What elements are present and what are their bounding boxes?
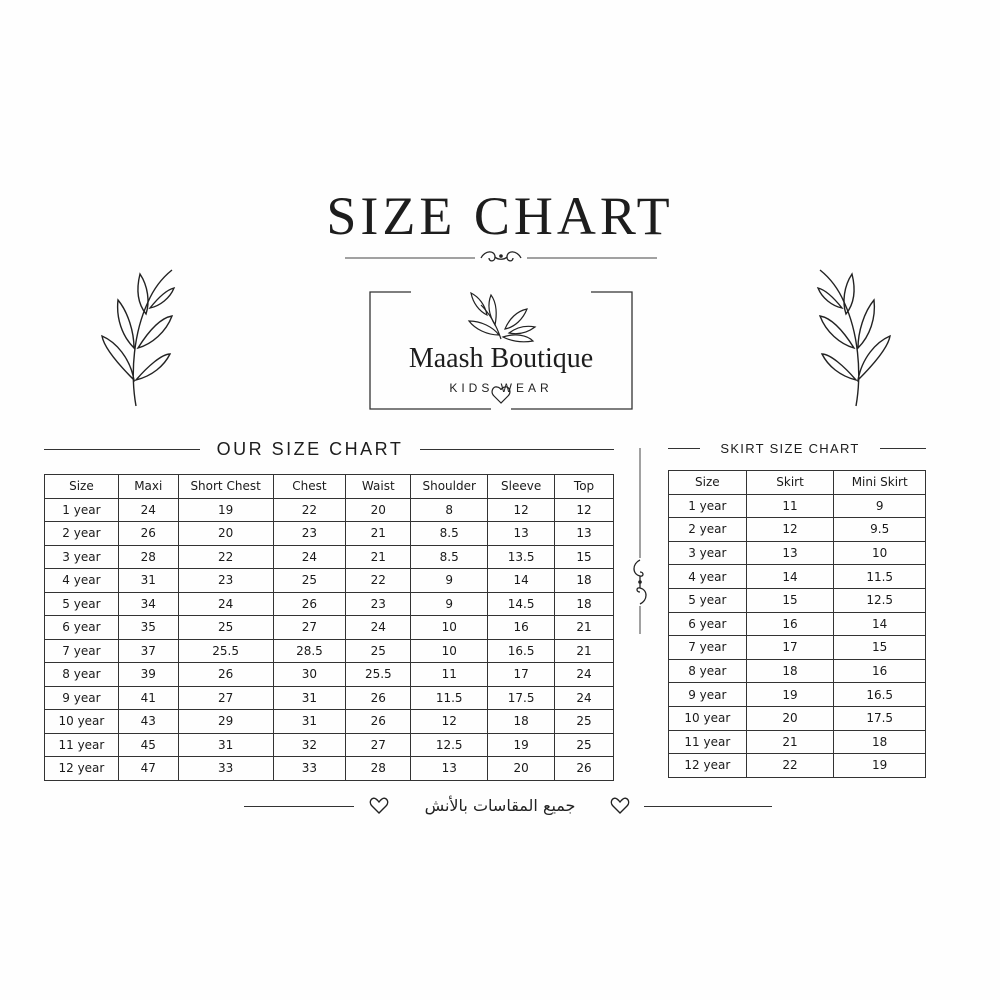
table-cell: 19 (834, 754, 926, 778)
table-row (45, 522, 614, 546)
table-cell: 31 (273, 710, 346, 734)
divider (44, 449, 204, 450)
table-cell: 39 (118, 663, 178, 687)
table-cell: 10 year (669, 706, 747, 730)
table-cell: 23 (178, 569, 273, 593)
table-cell: 11 (746, 494, 834, 518)
divider (412, 449, 614, 450)
table-cell: 2 year (669, 518, 747, 542)
table-cell: 16 (834, 659, 926, 683)
table-cell: 1 year (669, 494, 747, 518)
table-cell: 24 (178, 592, 273, 616)
table-cell: 9 year (669, 683, 747, 707)
table-cell: 13 (746, 541, 834, 565)
table-cell: 17.5 (488, 686, 555, 710)
table-cell: 10 (834, 541, 926, 565)
logo-leaf-icon (469, 293, 535, 342)
table-cell: 8 (411, 498, 488, 522)
table-cell: 10 (411, 639, 488, 663)
table-cell: 26 (346, 710, 411, 734)
table-row (669, 518, 926, 542)
skirt-section-title: SKIRT SIZE CHART (700, 440, 880, 458)
table-cell: 17.5 (834, 706, 926, 730)
table-cell: 25 (555, 710, 614, 734)
table-cell: 19 (488, 733, 555, 757)
divider (244, 806, 354, 807)
column-header: Size (45, 475, 119, 499)
table-cell: 37 (118, 639, 178, 663)
table-cell: 13.5 (488, 545, 555, 569)
table-cell: 25.5 (346, 663, 411, 687)
table-row (669, 612, 926, 636)
table-row (669, 730, 926, 754)
scroll-ornament-icon (630, 448, 650, 634)
brand-name: Maash Boutique (408, 343, 594, 374)
table-cell: 18 (555, 592, 614, 616)
table-cell: 25.5 (178, 639, 273, 663)
table-cell: 43 (118, 710, 178, 734)
table-cell: 13 (488, 522, 555, 546)
table-cell: 12 (746, 518, 834, 542)
table-row (669, 706, 926, 730)
page-title: SIZE CHART (326, 186, 674, 246)
table-cell: 25 (273, 569, 346, 593)
table-cell: 29 (178, 710, 273, 734)
column-header: Mini Skirt (834, 471, 926, 495)
main-section-title: OUR SIZE CHART (200, 437, 420, 461)
table-cell: 33 (273, 757, 346, 781)
table-row (45, 569, 614, 593)
table-cell: 33 (178, 757, 273, 781)
table-cell: 9 (834, 494, 926, 518)
table-row (45, 686, 614, 710)
table-cell: 12 (488, 498, 555, 522)
table-cell: 5 year (45, 592, 119, 616)
title-ornament-icon (345, 248, 657, 268)
table-header-row (45, 475, 614, 499)
table-row (669, 588, 926, 612)
table-cell: 47 (118, 757, 178, 781)
table-cell: 45 (118, 733, 178, 757)
table-cell: 12 (411, 710, 488, 734)
table-row (669, 494, 926, 518)
table-cell: 15 (834, 636, 926, 660)
table-cell: 11 (411, 663, 488, 687)
table-cell: 17 (488, 663, 555, 687)
column-header: Chest (273, 475, 346, 499)
table-cell: 9 year (45, 686, 119, 710)
table-cell: 31 (118, 569, 178, 593)
table-cell: 21 (346, 545, 411, 569)
table-row (45, 545, 614, 569)
table-cell: 18 (555, 569, 614, 593)
table-cell: 23 (346, 592, 411, 616)
column-header: Maxi (118, 475, 178, 499)
column-header: Size (669, 471, 747, 495)
table-header-row (669, 471, 926, 495)
table-cell: 14 (746, 565, 834, 589)
table-cell: 12 year (45, 757, 119, 781)
brand-subtitle: KIDS WEAR (449, 381, 553, 395)
table-cell: 18 (746, 659, 834, 683)
table-row (669, 636, 926, 660)
table-cell: 8.5 (411, 522, 488, 546)
table-cell: 20 (346, 498, 411, 522)
table-cell: 26 (178, 663, 273, 687)
table-row (669, 659, 926, 683)
table-cell: 13 (555, 522, 614, 546)
table-row (45, 733, 614, 757)
heart-icon (369, 797, 389, 815)
table-cell: 14.5 (488, 592, 555, 616)
table-cell: 3 year (669, 541, 747, 565)
table-cell: 26 (273, 592, 346, 616)
table-cell: 41 (118, 686, 178, 710)
table-cell: 16.5 (834, 683, 926, 707)
skirt-size-table (668, 470, 926, 778)
table-cell: 21 (555, 616, 614, 640)
table-cell: 18 (834, 730, 926, 754)
table-cell: 25 (555, 733, 614, 757)
table-cell: 32 (273, 733, 346, 757)
table-cell: 21 (746, 730, 834, 754)
table-cell: 34 (118, 592, 178, 616)
table-cell: 28 (346, 757, 411, 781)
table-row (45, 498, 614, 522)
table-cell: 21 (555, 639, 614, 663)
table-cell: 11.5 (411, 686, 488, 710)
leaf-branch-icon (90, 262, 190, 412)
table-cell: 16 (488, 616, 555, 640)
table-cell: 23 (273, 522, 346, 546)
heart-icon (610, 797, 630, 815)
size-table (44, 474, 614, 781)
divider (644, 806, 772, 807)
table-cell: 22 (178, 545, 273, 569)
table-cell: 24 (273, 545, 346, 569)
table-row (669, 541, 926, 565)
table-cell: 8.5 (411, 545, 488, 569)
column-header: Top (555, 475, 614, 499)
table-cell: 3 year (45, 545, 119, 569)
table-cell: 11 year (669, 730, 747, 754)
table-cell: 5 year (669, 588, 747, 612)
table-cell: 2 year (45, 522, 119, 546)
table-cell: 24 (555, 686, 614, 710)
table-cell: 16 (746, 612, 834, 636)
table-cell: 12.5 (834, 588, 926, 612)
table-cell: 28.5 (273, 639, 346, 663)
table-cell: 14 (834, 612, 926, 636)
table-cell: 28 (118, 545, 178, 569)
table-cell: 12 year (669, 754, 747, 778)
table-cell: 4 year (669, 565, 747, 589)
table-cell: 14 (488, 569, 555, 593)
table-cell: 12.5 (411, 733, 488, 757)
table-cell: 11 year (45, 733, 119, 757)
table-cell: 6 year (45, 616, 119, 640)
table-cell: 26 (118, 522, 178, 546)
table-cell: 15 (555, 545, 614, 569)
table-cell: 11.5 (834, 565, 926, 589)
table-cell: 21 (346, 522, 411, 546)
table-cell: 25 (178, 616, 273, 640)
table-cell: 6 year (669, 612, 747, 636)
table-cell: 20 (488, 757, 555, 781)
table-cell: 31 (178, 733, 273, 757)
table-cell: 20 (746, 706, 834, 730)
table-cell: 27 (178, 686, 273, 710)
table-cell: 22 (273, 498, 346, 522)
table-cell: 8 year (669, 659, 747, 683)
table-row (45, 757, 614, 781)
table-cell: 10 (411, 616, 488, 640)
table-cell: 16.5 (488, 639, 555, 663)
table-cell: 20 (178, 522, 273, 546)
table-cell: 27 (273, 616, 346, 640)
table-cell: 13 (411, 757, 488, 781)
table-cell: 31 (273, 686, 346, 710)
table-cell: 7 year (45, 639, 119, 663)
table-cell: 1 year (45, 498, 119, 522)
table-cell: 24 (555, 663, 614, 687)
table-cell: 19 (178, 498, 273, 522)
table-cell: 26 (346, 686, 411, 710)
column-header: Waist (346, 475, 411, 499)
table-cell: 24 (346, 616, 411, 640)
column-header: Skirt (746, 471, 834, 495)
table-cell: 15 (746, 588, 834, 612)
table-row (45, 616, 614, 640)
table-cell: 4 year (45, 569, 119, 593)
table-row (45, 639, 614, 663)
table-cell: 24 (118, 498, 178, 522)
table-cell: 35 (118, 616, 178, 640)
column-header: Short Chest (178, 475, 273, 499)
table-row (669, 754, 926, 778)
table-cell: 9 (411, 569, 488, 593)
table-cell: 8 year (45, 663, 119, 687)
table-cell: 10 year (45, 710, 119, 734)
column-header: Sleeve (488, 475, 555, 499)
table-cell: 26 (555, 757, 614, 781)
table-row (45, 592, 614, 616)
table-cell: 19 (746, 683, 834, 707)
table-cell: 22 (346, 569, 411, 593)
table-cell: 18 (488, 710, 555, 734)
table-cell: 25 (346, 639, 411, 663)
table-row (45, 710, 614, 734)
table-cell: 12 (555, 498, 614, 522)
footer-note: جميع المقاسات بالأنش (424, 796, 576, 815)
table-cell: 7 year (669, 636, 747, 660)
table-cell: 9.5 (834, 518, 926, 542)
table-cell: 17 (746, 636, 834, 660)
table-row (669, 565, 926, 589)
table-row (669, 683, 926, 707)
table-cell: 30 (273, 663, 346, 687)
leaf-branch-icon (802, 262, 902, 412)
table-row (45, 663, 614, 687)
table-cell: 9 (411, 592, 488, 616)
table-cell: 22 (746, 754, 834, 778)
table-cell: 27 (346, 733, 411, 757)
column-header: Shoulder (411, 475, 488, 499)
